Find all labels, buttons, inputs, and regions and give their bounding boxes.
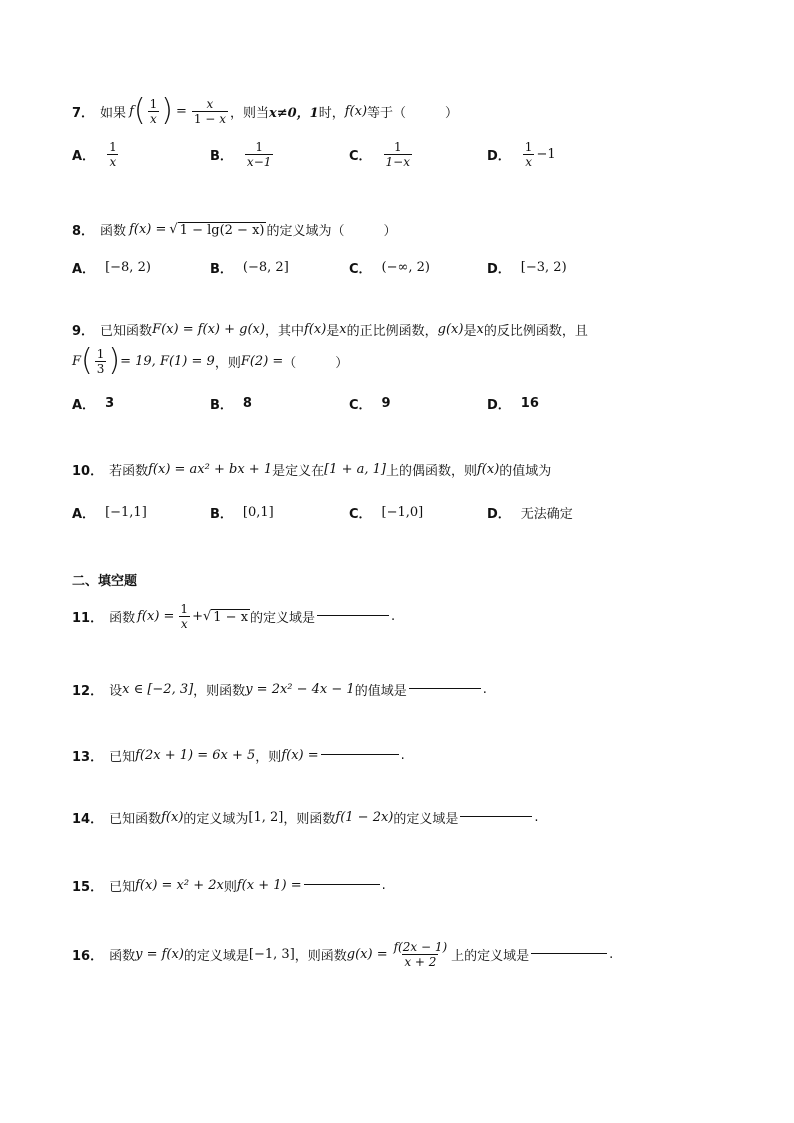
option-d[interactable] [487,503,573,522]
question-12 [72,680,487,699]
math-expr: F [72,353,82,369]
option-value: [−1,0] [381,505,424,520]
option-d[interactable] [487,394,539,413]
question-text: 的定义域是 [183,949,249,964]
option-b[interactable] [210,503,274,522]
question-text: ，则 [214,355,241,371]
question-number: 10． [72,464,104,479]
question-text: 上的偶函数，则 [385,464,477,479]
option-c[interactable] [349,394,391,413]
punctuation: . [400,748,405,763]
question-16 [72,940,613,969]
option-label: D． [487,262,511,277]
option-c[interactable] [349,503,423,522]
question-text: 的值域是 [354,684,407,699]
punctuation: . [534,810,539,825]
question-text: ，则函数 [283,812,336,827]
option-label: A． [72,149,96,164]
question-text: ，则当 [229,105,269,121]
option-c[interactable] [349,258,430,277]
question-text: ，则函数 [193,684,246,699]
fraction: $\frac{1}{x}$ [180,602,189,631]
fraction: $\frac{x}{1 - x}$ [193,96,226,126]
fraction: $\frac{1}{x}$ [524,140,533,169]
option-value: 无法确定 [520,507,573,522]
fraction: $\frac{1}{3}$ [96,346,105,376]
answer-blank[interactable] [321,754,399,755]
option-value: [−1,1] [105,505,147,520]
math-expr: [1, 2] [248,810,284,825]
question-text: 已知函数 [109,812,162,827]
question-7: 7． 如果 f ( $\frac{1}{x}$ ) = $\frac{x}{1 - x}$ ，则当 x≠0，1 时， f(x) 等于（ ） [72,93,459,128]
question-text: 已知函数 [100,324,153,339]
option-label: A． [72,398,96,413]
math-expr: f(x) [344,103,368,119]
question-text: ，则 [255,750,282,765]
math-expr: f(x) [161,810,184,825]
answer-blank[interactable] [409,688,481,689]
option-label: B． [210,398,233,413]
answer-blank[interactable] [304,884,380,885]
question-text: 已知 [109,880,136,895]
math-expr: g(x) = [346,947,388,962]
option-a[interactable] [72,258,151,277]
question-text: 函数 [109,949,136,964]
punctuation: . [381,878,386,893]
question-text: 的定义域为 [183,812,249,827]
question-text: 是 [326,324,340,339]
option-label: D． [487,507,511,522]
option-label: D． [487,398,511,413]
question-11: 11． 函数 f(x) = $\frac{1}{x}$ + √ 1 − x 的定义域是 . [72,602,396,631]
question-13 [72,746,405,765]
punctuation: . [391,609,396,624]
math-expr: f(x) = ax² + bx + 1 [148,462,273,477]
math-expr: x≠0，1 [268,105,319,121]
math-expr: f(x) = [129,222,167,237]
fraction: $\frac{1}{x-1}$ [246,140,272,169]
math-expr: f(x) [476,462,500,477]
question-text: 已知 [109,750,136,765]
math-expr: = 19, F(1) = 9 [120,353,215,369]
question-text: 函数 [100,224,127,239]
question-8 [72,220,397,239]
option-b[interactable] [210,394,252,413]
option-d[interactable] [487,258,567,277]
option-value: 3 [105,396,115,411]
question-text: 函数 [109,611,136,626]
math-expr: f(x + 1) = [236,878,302,893]
math-expr: f(1 − 2x) [335,810,394,825]
question-text: 上的定义域是 [451,949,530,964]
question-number: 7． [72,105,95,121]
question-text: 是定义在 [272,464,325,479]
option-value: (−8, 2] [242,260,289,275]
math-expr: f(x) = [137,609,175,624]
question-text: （ ） [283,355,349,371]
math-expr: y = 2x² − 4x − 1 [245,682,355,697]
math-f: f [129,103,134,119]
question-text: 设 [109,684,123,699]
question-text: 若函数 [109,464,149,479]
option-label: B． [210,507,233,522]
question-number: 16． [72,949,104,964]
option-b[interactable] [210,258,289,277]
option-value: [0,1] [242,505,274,520]
fraction: $\frac{1}{x}$ [149,96,158,126]
math-expr: [−1, 3] [248,947,295,962]
option-value: [−3, 2) [520,260,567,275]
option-a[interactable] [72,394,114,413]
option-value: (−∞, 2) [381,260,430,275]
answer-blank[interactable] [460,816,532,817]
question-text: 的定义域为（ ） [266,224,397,239]
option-value: 9 [381,396,391,411]
option-c[interactable] [349,140,414,169]
option-label: B． [210,149,233,164]
question-text: 的正比例函数， [346,324,438,339]
square-root: √ 1 − x [202,608,249,625]
answer-blank[interactable] [531,953,607,954]
math-expr: F(2) = [240,353,284,369]
math-expr: g(x) [437,322,464,337]
fraction: $\frac{f(2x - 1)}{x + 2}$ [393,940,448,969]
question-number: 11． [72,611,104,626]
math-expr: F(x) = f(x) + g(x) [152,322,265,337]
question-text: 是 [463,324,477,339]
option-value: 8 [242,396,252,411]
question-text: ，其中 [264,324,304,339]
punctuation: . [482,682,487,697]
option-label: A． [72,507,96,522]
option-label: C． [349,149,372,164]
question-text: 的反比例函数，且 [483,324,588,339]
option-label: B． [210,262,233,277]
option-b[interactable] [210,140,275,169]
math-expr: x ∈ [−2, 3] [122,682,194,697]
question-number: 14． [72,812,104,827]
option-a[interactable] [72,140,121,169]
question-text: 等于（ ） [367,105,459,121]
section-heading: 二、填空题 [72,574,138,589]
question-text: 则 [223,880,237,895]
option-a[interactable] [72,503,147,522]
option-label: A． [72,262,96,277]
math-expr: x [339,322,347,337]
option-value: 16 [520,396,539,411]
question-number: 15． [72,880,104,895]
math-expr: f(2x + 1) = 6x + 5 [135,748,256,763]
option-value: [−8, 2) [105,260,151,275]
punctuation: . [609,947,614,962]
math-expr: x [476,322,484,337]
question-14 [72,808,539,827]
option-label: C． [349,262,372,277]
question-text: 的定义域是 [250,611,316,626]
option-label: C． [349,507,372,522]
option-label: D． [487,149,511,164]
question-number: 12． [72,684,104,699]
question-text: 的值域为 [499,464,552,479]
question-9 [72,320,588,339]
question-10 [72,460,551,479]
fraction: $\frac{1}{x}$ [109,140,117,169]
math-expr: f(x) = x² + 2x [135,878,224,893]
question-text: 如果 [100,105,127,121]
question-text: ，则函数 [294,949,347,964]
math-expr: −1 [536,147,556,162]
question-number: 9． [72,324,95,339]
answer-blank[interactable] [317,615,389,616]
math-expr: f(x) = [281,748,319,763]
square-root: √ 1 − lg(2 − x) [169,221,265,238]
question-text: 的定义域是 [393,812,459,827]
question-text: 时， [318,105,345,121]
question-15 [72,876,386,895]
option-d[interactable] [487,140,556,169]
option-label: C． [349,398,372,413]
math-expr: f(x) [303,322,327,337]
math-expr: [1 + a, 1] [324,462,386,477]
question-number: 8． [72,224,95,239]
math-expr: y = f(x) [135,947,184,962]
question-number: 13． [72,750,104,765]
fraction: $\frac{1}{1-x}$ [385,140,411,169]
question-9-line-2: F ( $\frac{1}{3}$ ) = 19, F(1) = 9 ，则 F(2) = （ ） [72,343,349,378]
